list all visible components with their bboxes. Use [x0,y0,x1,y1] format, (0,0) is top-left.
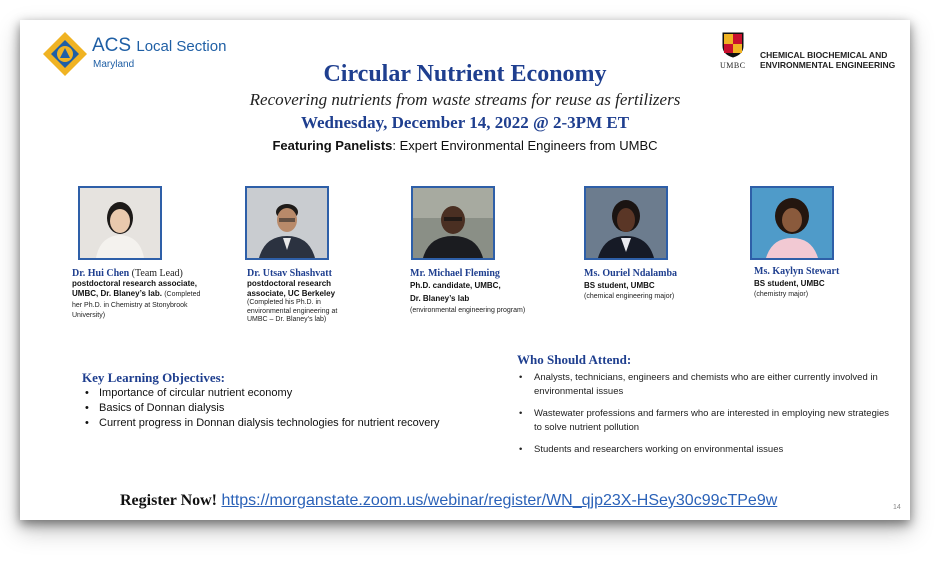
panelist-name [72,268,202,279]
panelist-photo [245,186,329,260]
acs-org: ACS [92,35,132,56]
featuring-text: : Expert Environmental Engineers from UMBC [392,138,658,153]
panelist-card [754,266,894,300]
objectives-list [82,386,440,431]
register-line [120,492,777,510]
list-item: • Wastewater professions and farmers who are interested in employing new strategies to solve nutrient pollution [534,407,889,435]
acs-name [92,35,226,57]
list-item: • Current progress in Donnan dialysis technologies for nutrient recovery [99,416,440,431]
panelist-photo [78,186,162,260]
list-item: • Students and researchers working on environmental issues [534,443,889,457]
featuring-label: Featuring Panelists [272,138,393,153]
panelist-name: Dr. Utsav Shashvatt [247,268,332,279]
list-item: • Basics of Donnan dialysis [99,401,440,416]
panelist-role: BS student, UMBC [754,279,825,288]
panelist-role: BS student, UMBC [584,281,655,290]
audience-title: Who Should Attend: [517,352,632,367]
panelist-detail: (environmental engineering program) [410,307,526,314]
event-date-time: Wednesday, December 14, 2022 @ 2-3PM ET [300,113,630,132]
panelist-card [72,268,202,321]
objectives-title: Key Learning Objectives: [82,370,225,385]
acs-local-section: Local Section [136,38,227,55]
panelist-name-text: Dr. Hui Chen [72,268,130,279]
slide [20,20,910,520]
panelist-name: Mr. Michael Fleming [410,268,500,279]
panelist-name: Ms. Ouriel Ndalamba [584,268,678,279]
panelist-card [410,268,550,316]
audience-list [517,371,889,465]
panelist-role-text: postdoctoral research associate, UMBC, Dr. Blaney’s lab. [72,279,197,298]
panelist-name: Ms. Kaylyn Stewart [754,266,840,277]
event-title: Circular Nutrient Economy [323,61,607,87]
register-label: Register Now! [120,492,218,509]
panelist-photo [411,186,495,260]
panelist-card [584,268,714,302]
list-item: • Analysts, technicians, engineers and chemists who are either currently involved in environmental issues [534,371,889,399]
page-number: 14 [893,504,901,511]
panelist-note: (Team Lead) [131,268,183,279]
panelist-detail: (chemistry major) [754,291,809,298]
register-link[interactable]: https://morganstate.zoom.us/webinar/register/WN_qjp23X-HSey30c99cTPe9w [221,492,778,509]
panelist-detail: (Completed his Ph.D. in environmental engineering at UMBC – Dr. Blaney’s lab) [247,299,338,323]
panelist-detail: (Completed her Ph.D. in Chemistry at Stonybrook University) [72,291,201,319]
panelist-photo [584,186,668,260]
featuring-line [20,138,910,153]
panelist-detail: (chemical engineering major) [584,293,675,300]
event-subtitle: Recovering nutrients from waste streams for reuse as fertilizers [249,90,681,109]
panelist-role: Ph.D. candidate, UMBC, Dr. Blaney’s lab [410,281,501,303]
acs-region: Maryland [93,59,135,70]
list-item: • Importance of circular nutrient economy [99,386,440,401]
panelist-role: postdoctoral research associate, UC Berkeley [247,279,336,298]
umbc-shield-icon [722,32,744,58]
panelist-card [247,268,352,325]
umbc-label: UMBC [720,61,746,70]
panelist-role [72,279,202,321]
panelist-photo [750,186,834,260]
department-name: CHEMICAL BIOCHEMICAL AND ENVIRONMENTAL ENGINEERING [760,50,896,70]
